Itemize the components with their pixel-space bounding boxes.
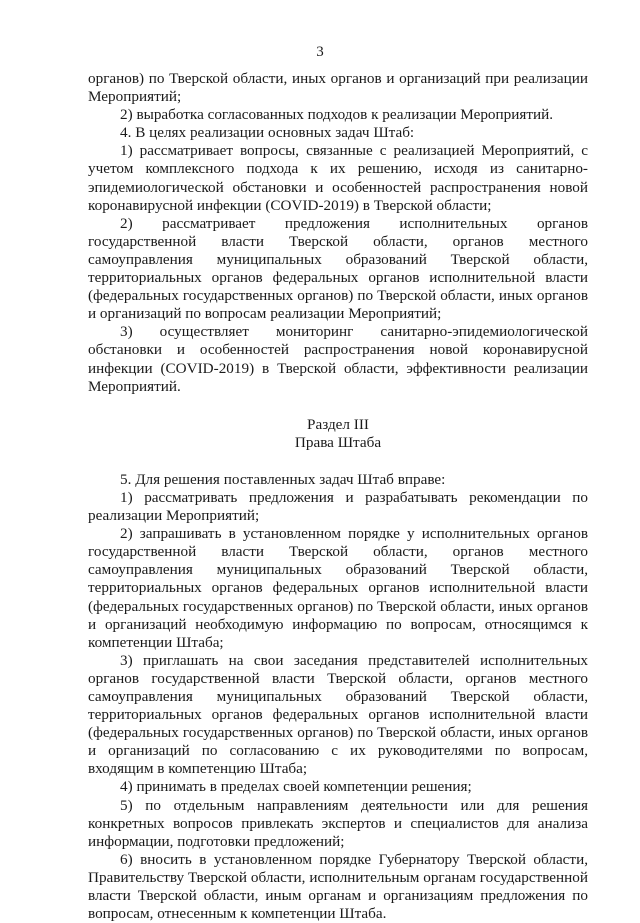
paragraph: 3) приглашать на свои заседания представителей исполнительных органов государственной власти Тверской области, органов местного самоуправления муниципальных образований Тверской области, территориальных органов федеральных органов исполнительной власти (федеральных государственных органов) по Тверской области, иных органов и организаций по согласованию с их руководителями по вопросам, входящим в компетенцию Штаба; xyxy=(88,651,588,778)
paragraph: 2) рассматривает предложения исполнительных органов государственной власти Тверской области, органов местного самоуправления муниципальных образований Тверской области, территориальных органов федеральных органов исполнительной власти (федеральных государственных органов) по Тверской области, иных органов и организаций по вопросам реализации Мероприятий; xyxy=(88,214,588,323)
section-heading xyxy=(88,416,588,452)
rights-section xyxy=(88,471,588,923)
paragraph: органов) по Тверской области, иных органов и организаций при реализации Мероприятий; xyxy=(88,70,588,106)
section-title: Права Штаба xyxy=(294,433,382,451)
paragraph: 1) рассматривает вопросы, связанные с реализацией Мероприятий, с учетом комплексного подхода к их решению, исходя из санитарно-эпидемиологической обстановки и особенностей распространения новой коронавирусной инфекции (COVID-2019) в Тверской области; xyxy=(88,142,588,214)
paragraph: 5. Для решения поставленных задач Штаб вправе: xyxy=(120,470,446,488)
paragraph: 2) выработка согласованных подходов к реализации Мероприятий. xyxy=(120,106,554,124)
paragraph: 4. В целях реализации основных задач Штаб: xyxy=(120,124,415,142)
tasks-section xyxy=(88,70,588,396)
paragraph: 2) запрашивать в установленном порядке у исполнительных органов государственной власти Тверской области, органов местного самоуправления муниципальных образований Тверской области, территориальных органов федеральных органов исполнительной власти (федеральных государственных органов) по Тверской области, иных органов и организаций необходимую информацию по вопросам, относящимся к компетенции Штаба; xyxy=(88,525,588,651)
page-number: 3 xyxy=(316,44,324,60)
document-body xyxy=(88,70,588,923)
section-number: Раздел III xyxy=(307,415,369,433)
paragraph: 5) по отдельным направлениям деятельности или для решения конкретных вопросов привлекать экспертов и специалистов для анализа информации, подготовки предложений; xyxy=(88,796,588,850)
paragraph: 6) вносить в установленном порядке Губернатору Тверской области, Правительству Тверской области, исполнительным органам государственной власти Тверской области, иным органам и организациям предложения по вопросам, отнесенным к компетенции Штаба. xyxy=(88,850,588,923)
paragraph: 4) принимать в пределах своей компетенции решения; xyxy=(120,778,472,796)
paragraph: 3) осуществляет мониторинг санитарно-эпидемиологической обстановки и особенностей распространения новой коронавирусной инфекции (COVID-2019) в Тверской области, эффективности реализации Мероприятий. xyxy=(88,323,588,395)
paragraph: 1) рассматривать предложения и разрабатывать рекомендации по реализации Мероприятий; xyxy=(88,488,588,525)
